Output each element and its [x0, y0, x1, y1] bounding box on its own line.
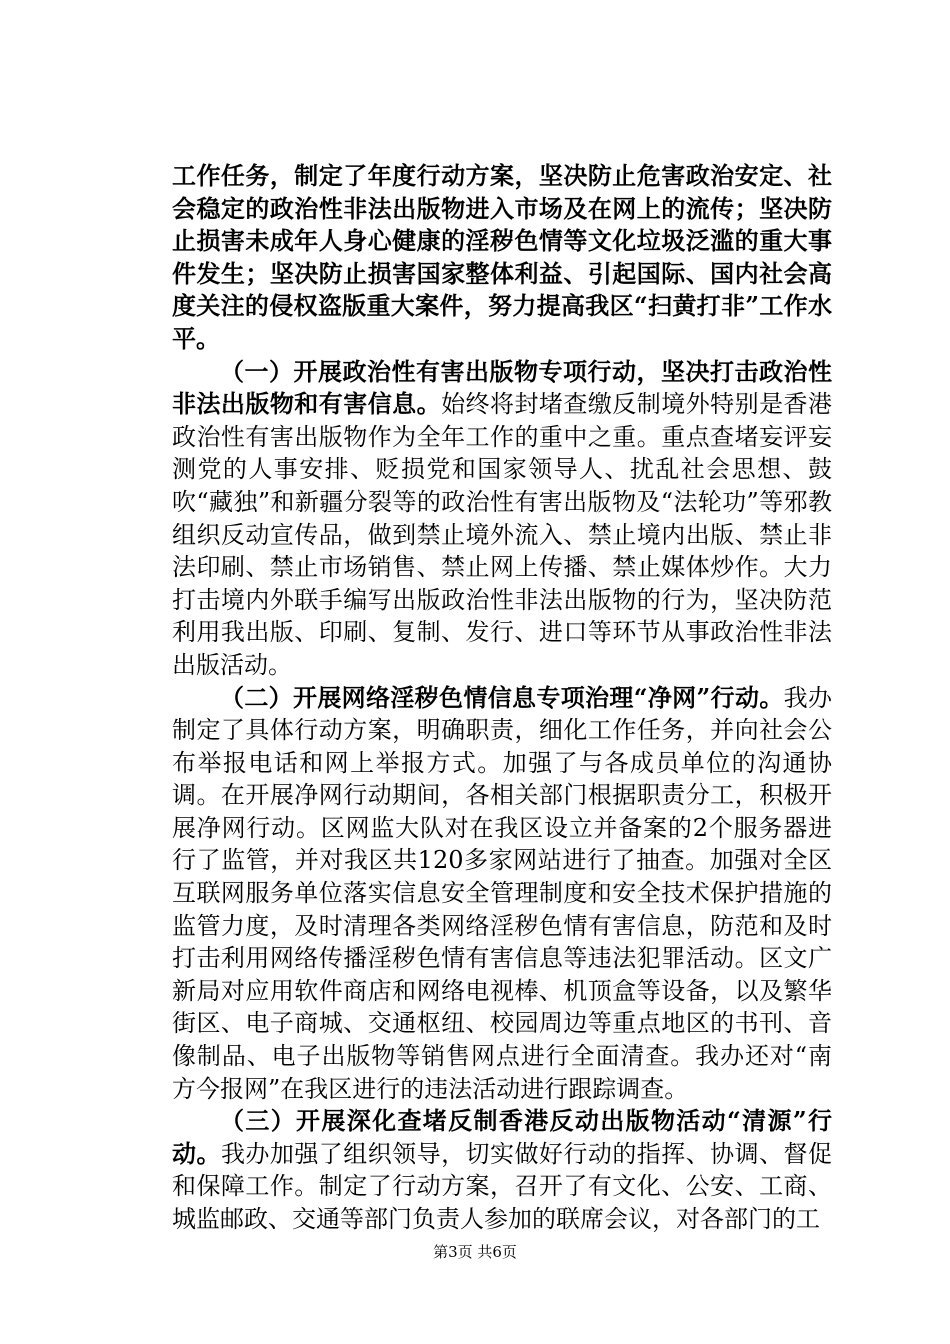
paragraph-continuation: [172, 160, 832, 356]
section-heading: （二）开展网络淫秽色情信息专项治理“净网”行动。: [220, 682, 784, 712]
paragraph-section-3: [172, 1105, 832, 1235]
page-number: 第3页 共6页: [433, 1243, 517, 1261]
section-body: 我办制定了具体行动方案，明确职责，细化工作任务，并向社会公布举报电话和网上举报方式。加强了与各成员单位的沟通协调。在开展净网行动期间，各相关部门根据职责分工，积极开展净网行动。区网监大队对在我区设立并备案的2个服务器进行了监管，并对我区共120多家网站进行了抽查。加强对全区互联网服务单位落实信息安全管理制度和安全技术保护措施的监管力度，及时清理各类网络淫秽色情有害信息，防范和及时打击利用网络传播淫秽色情有害信息等违法犯罪活动。区文广新局对应用软件商店和网络电视棒、机顶盒等设备，以及繁华街区、电子商城、交通枢纽、校园周边等重点地区的书刊、音像制品、电子出版物等销售网点进行全面清查。我办还对“南方今报网”在我区进行的违法活动进行跟踪调查。: [172, 683, 833, 1103]
section-body: 我办加强了组织领导，切实做好行动的指挥、协调、督促和保障工作。制定了行动方案，召开了有文化、公安、工商、城监邮政、交通等部门负责人参加的联席会议，对各部门的工: [172, 1139, 833, 1233]
paragraph-section-1: [172, 356, 832, 682]
section-body: 始终将封堵查缴反制境外特别是香港政治性有害出版物作为全年工作的重中之重。重点查堵妄评妄测党的人事安排、贬损党和国家领导人、扰乱社会思想、鼓吹“藏独”和新疆分裂等的政治性有害出版物及“法轮功”等邪教组织反动宣传品，做到禁止境外流入、禁止境内出版、禁止非法印刷、禁止市场销售、禁止网上传播、禁止媒体炒作。大力打击境内外联手编写出版政治性非法出版物的行为，坚决防范利用我出版、印刷、复制、发行、进口等环节从事政治性非法出版活动。: [172, 390, 833, 679]
body-text: [172, 160, 832, 1236]
page-footer: [0, 1242, 950, 1262]
section-heading: （三）开展深化查堵反制香港反动出版物活动“清源”行动。: [172, 1106, 832, 1168]
paragraph-lead: 工作任务，制定了年度行动方案，坚决防止危害政治安定、社会稳定的政治性非法出版物进入市场及在网上的流传；坚决防止损害未成年人身心健康的淫秽色情等文化垃圾泛滥的重大事件发生；坚决防止损害国家整体利益、引起国际、国内社会高度关注的侵权盗版重大案件，努力提高我区“扫黄打非”工作水平。: [172, 161, 832, 353]
section-heading: （一）开展政治性有害出版物专项行动，坚决打击政治性非法出版物和有害信息。: [172, 356, 832, 419]
paragraph-section-2: [172, 682, 832, 1106]
